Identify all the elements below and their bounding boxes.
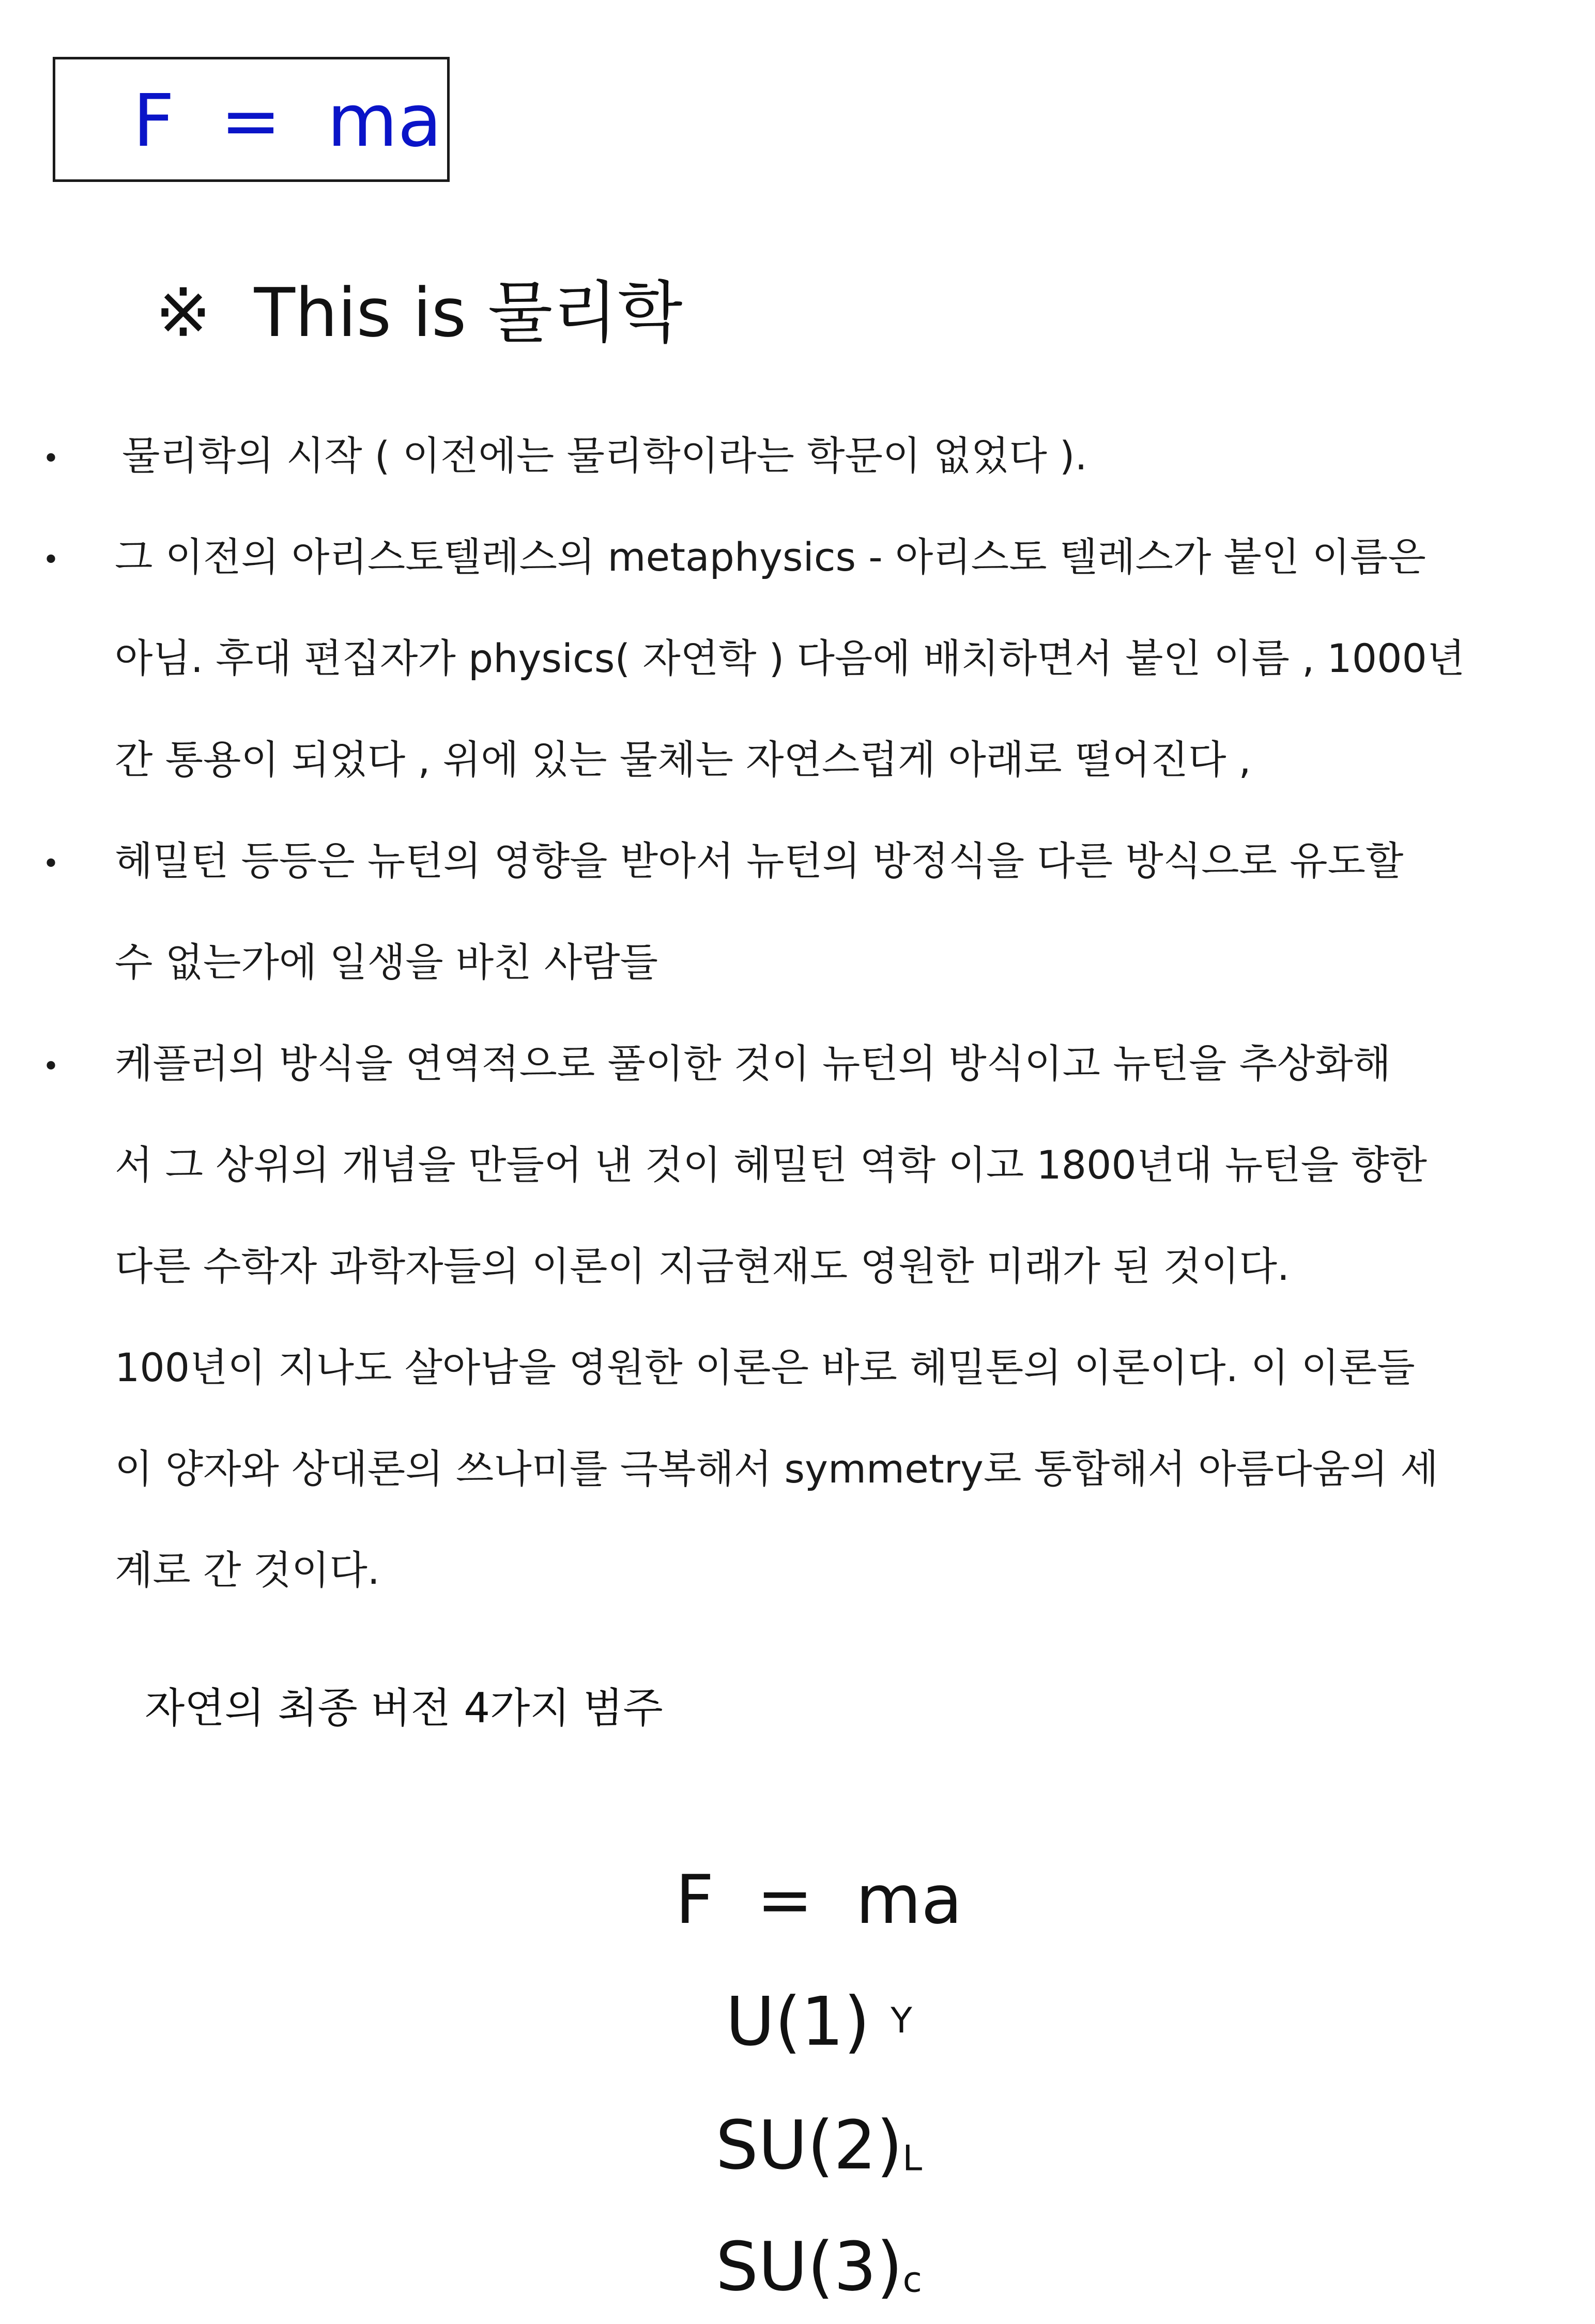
text-line-5: 헤밀턴 등등은 뉴턴의 영향을 받아서 뉴턴의 방정식을 다른 방식으로 유도할 — [115, 838, 1404, 884]
formula-main: U(1) — [725, 1982, 870, 2061]
text-line-6: 수 없는가에 일생을 바친 사람들 — [115, 939, 658, 985]
formula-main: SU(3) — [715, 2227, 903, 2306]
text-line-7: 케플러의 방식을 연역적으로 풀이한 것이 뉴턴의 방식이고 뉴턴을 추상화해 — [115, 1041, 1391, 1087]
category-heading: 자연의 최종 버전 4가지 범주 — [145, 1684, 663, 1732]
bullet-1: • — [42, 442, 60, 476]
formula-main: F = ma — [675, 1860, 962, 1939]
title-box — [53, 57, 450, 182]
bullet-3: • — [42, 847, 60, 881]
formula-subscript: Y — [891, 2000, 912, 2041]
formula-newton — [0, 1768, 1595, 1939]
text-line-1: 물리학의 시작 ( 이전에는 물리학이라는 학문이 없었다 ). — [122, 433, 1087, 479]
bullet-2: • — [42, 543, 60, 577]
bullet-4: • — [42, 1050, 60, 1083]
text-line-9: 다른 수학자 과학자들의 이론이 지금현재도 영원한 미래가 된 것이다. — [115, 1243, 1290, 1289]
formula-subscript: c — [902, 2259, 922, 2301]
formula-su2 — [0, 2013, 1595, 2184]
text-line-4: 간 통용이 되었다 , 위에 있는 물체는 자연스럽게 아래로 떨어진다 , — [115, 737, 1251, 783]
formula-su3 — [0, 2135, 1595, 2306]
text-line-11: 이 양자와 상대론의 쓰나미를 극복해서 symmetry로 통합해서 아름다움의 세 — [115, 1446, 1438, 1492]
subtitle: ※ This is 물리학 — [155, 273, 683, 352]
formula-main: SU(2) — [715, 2106, 903, 2184]
text-line-8: 서 그 상위의 개념을 만들어 낸 것이 헤밀턴 역학 이고 1800년대 뉴턴을 향한 — [115, 1142, 1427, 1188]
text-line-3: 아님. 후대 편집자가 physics( 자연학 ) 다음에 배치하면서 붙인 이름 , 1000년 — [115, 635, 1465, 681]
formula-subscript: L — [902, 2138, 923, 2179]
text-line-10: 100년이 지나도 살아남을 영원한 이론은 바로 헤밀톤의 이론이다. 이 이론들 — [115, 1344, 1415, 1390]
title-equation: F = ma — [133, 79, 442, 163]
text-line-12: 계로 간 것이다. — [115, 1547, 380, 1593]
formula-u1 — [0, 1889, 1595, 2061]
text-line-2: 그 이전의 아리스토텔레스의 metaphysics - 아리스토 텔레스가 붙인 이름은 — [115, 534, 1426, 580]
